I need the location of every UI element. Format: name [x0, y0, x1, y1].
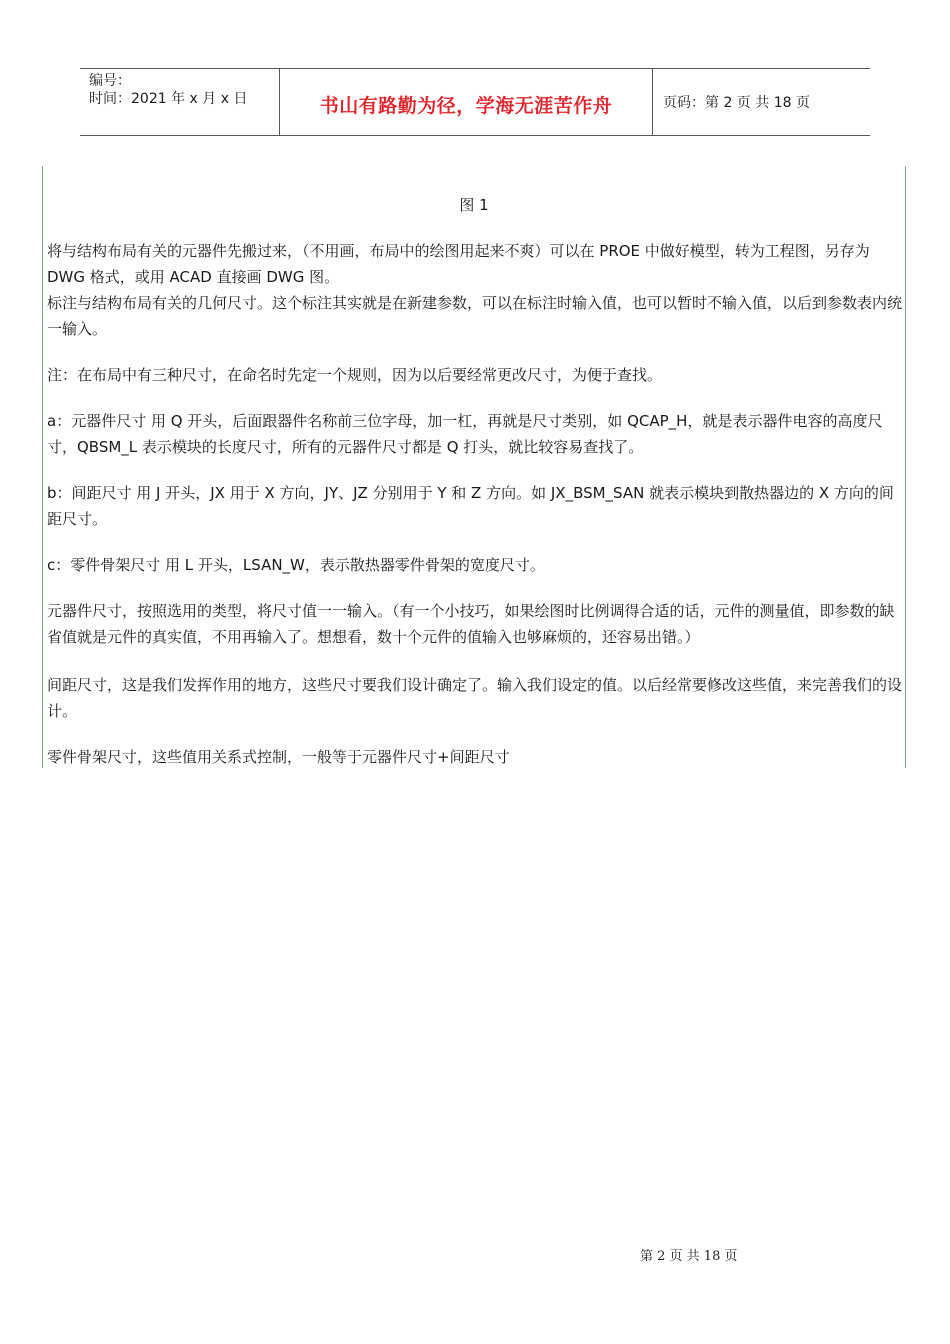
header-meta-cell [80, 69, 280, 135]
page-header [80, 68, 870, 136]
paragraph-skeleton-dims: 零件骨架尺寸，这些值用关系式控制，一般等于元器件尺寸+间距尺寸 [47, 748, 510, 766]
page-footer [640, 1245, 800, 1264]
header-motto-cell [280, 69, 653, 135]
motto-text: 书山有路勤为径，学海无涯苦作舟 [319, 94, 613, 117]
number-label: 编号： [89, 73, 131, 89]
page-label: 页码：第 2 页 共 18 页 [663, 95, 810, 111]
figure-caption: 图 1 [459, 196, 489, 214]
paragraph-a: a：元器件尺寸 用 Q 开头，后面跟器件名称前三位字母，加一杠，再就是尺寸类别，如 QCAP_H，就是表示器件电容的高度尺寸，QBSM_L 表示模块的长度尺寸，所有的元器件尺寸都是 Q 打头，就比较容易查找了。 [47, 412, 883, 456]
paragraph-c: c：零件骨架尺寸 用 L 开头，LSAN_W，表示散热器零件骨架的宽度尺寸。 [47, 556, 545, 574]
paragraph-2: 标注与结构布局有关的几何尺寸。这个标注其实就是在新建参数，可以在标注时输入值，也可以暂时不输入值，以后到参数表内统一输入。 [47, 294, 903, 338]
paragraph-spacing-dims: 间距尺寸，这是我们发挥作用的地方，这些尺寸要我们设计确定了。输入我们设定的值。以后经常要修改这些值，来完善我们的设计。 [47, 676, 903, 720]
document-body [42, 166, 906, 768]
paragraph-component-dims: 元器件尺寸，按照选用的类型，将尺寸值一一输入。（有一个小技巧，如果绘图时比例调得合适的话，元件的测量值，即参数的缺省值就是元件的真实值，不用再输入了。想想看，数十个元件的值输入也够麻烦的，还容易出错。） [47, 602, 895, 646]
paragraph-1: 将与结构布局有关的元器件先搬过来，（不用画，布局中的绘图用起来不爽）可以在 PROE 中做好模型，转为工程图，另存为 DWG 格式，或用 ACAD 直接画 DWG 图。 [47, 242, 870, 286]
paragraph-b: b：间距尺寸 用 J 开头，JX 用于 X 方向，JY、JZ 分别用于 Y 和 Z 方向。如 JX_BSM_SAN 就表示模块到散热器边的 X 方向的间距尺寸。 [47, 484, 894, 528]
header-page-cell [653, 69, 870, 135]
paragraph-note: 注：在布局中有三种尺寸，在命名时先定一个规则，因为以后要经常更改尺寸，为便于查找。 [47, 366, 663, 384]
footer-page-number: 第 2 页 共 18 页 [640, 1249, 738, 1264]
time-label: 时间：2021 年 x 月 x 日 [89, 91, 248, 107]
